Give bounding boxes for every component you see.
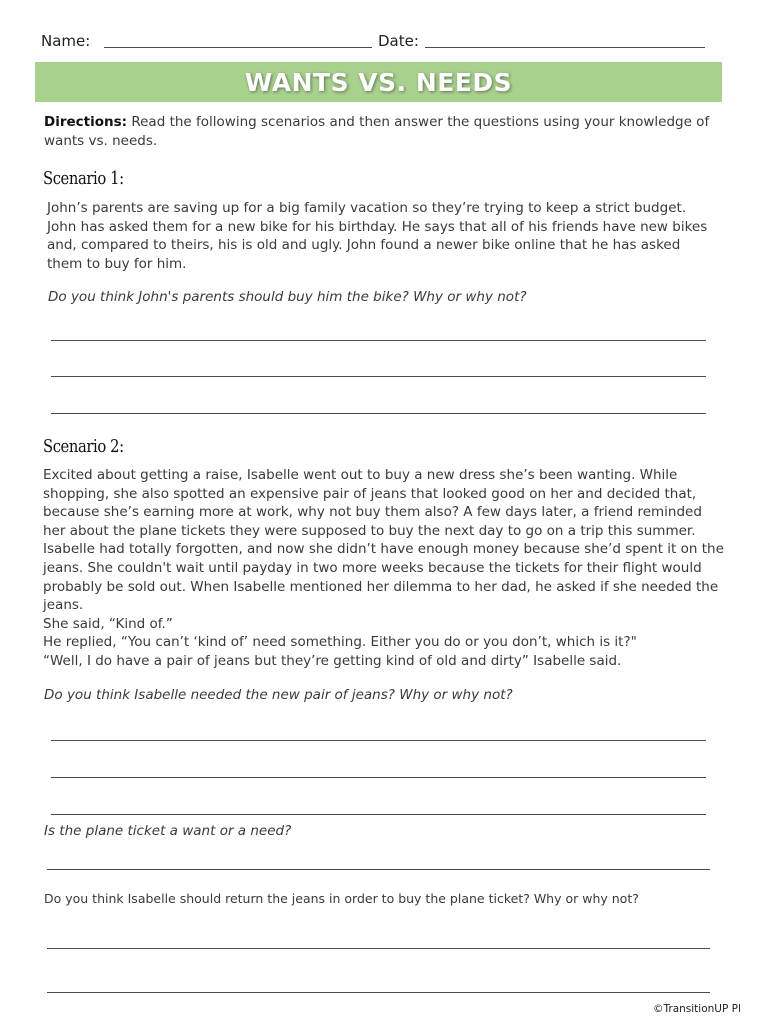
scenario-2-question-2: Is the plane ticket a want or a need? (44, 823, 292, 839)
scenario-2-paragraph: He replied, “You can’t ‘kind of’ need something. Either you do or you don’t, which is it?" (43, 634, 637, 651)
date-label: Date: (378, 32, 419, 50)
scenario-1-heading: Scenario 1: (43, 168, 124, 189)
scenario-2-question-1: Do you think Isabelle needed the new pair of jeans? Why or why not? (44, 687, 513, 703)
date-field[interactable] (425, 47, 705, 48)
name-label: Name: (41, 32, 91, 50)
page-title: WANTS VS. NEEDS (244, 67, 513, 97)
answer-line[interactable] (47, 948, 710, 949)
answer-line[interactable] (51, 777, 706, 778)
name-field[interactable] (104, 47, 372, 48)
scenario-1-text: John’s parents are saving up for a big family vacation so they’re trying to keep a strict budget. John has asked them for a new bike for his birthday. He says that all of his friends have new bikes and, compared to theirs, his is old and ugly. John found a newer bike online that he has asked them to buy for him. (47, 200, 708, 272)
directions (44, 113, 724, 150)
answer-line[interactable] (51, 740, 706, 741)
answer-line[interactable] (51, 340, 706, 341)
title-banner (35, 62, 722, 102)
answer-line[interactable] (51, 376, 706, 377)
directions-text: Read the following scenarios and then answer the questions using your knowledge of wants vs. needs. (44, 114, 710, 149)
scenario-2-question-3: Do you think Isabelle should return the jeans in order to buy the plane ticket? Why or why not? (44, 891, 639, 906)
scenario-2-heading: Scenario 2: (43, 436, 124, 457)
answer-line[interactable] (51, 413, 706, 414)
scenario-2-text (43, 466, 725, 671)
scenario-2-paragraph: “Well, I do have a pair of jeans but they’re getting kind of old and dirty” Isabelle said. (43, 652, 622, 669)
directions-label: Directions: (44, 114, 128, 130)
scenario-2-paragraph: Excited about getting a raise, Isabelle went out to buy a new dress she’s been wanting. While shopping, she also spotted an expensive pair of jeans that looked good on her and decided that, because she’s earning more at work, why not buy them also? A few days later, a friend reminded her about the plane tickets they were supposed to buy the next day to go on a trip this summer. Isabelle had totally forgotten, and now she didn’t have enough money because she’d spent it on the jeans. She couldn't wait until payday in two more weeks because the tickets for their flight would probably be sold out. When Isabelle mentioned her dilemma to her dad, he asked if she needed the jeans. (43, 467, 724, 614)
answer-line[interactable] (51, 814, 706, 815)
copyright-footer: ©TransitionUP Pl (653, 1003, 741, 1015)
answer-line[interactable] (47, 992, 710, 993)
scenario-1-question: Do you think John's parents should buy him the bike? Why or why not? (48, 289, 527, 305)
answer-line[interactable] (47, 869, 710, 870)
scenario-2-paragraph: She said, “Kind of.” (43, 615, 173, 632)
